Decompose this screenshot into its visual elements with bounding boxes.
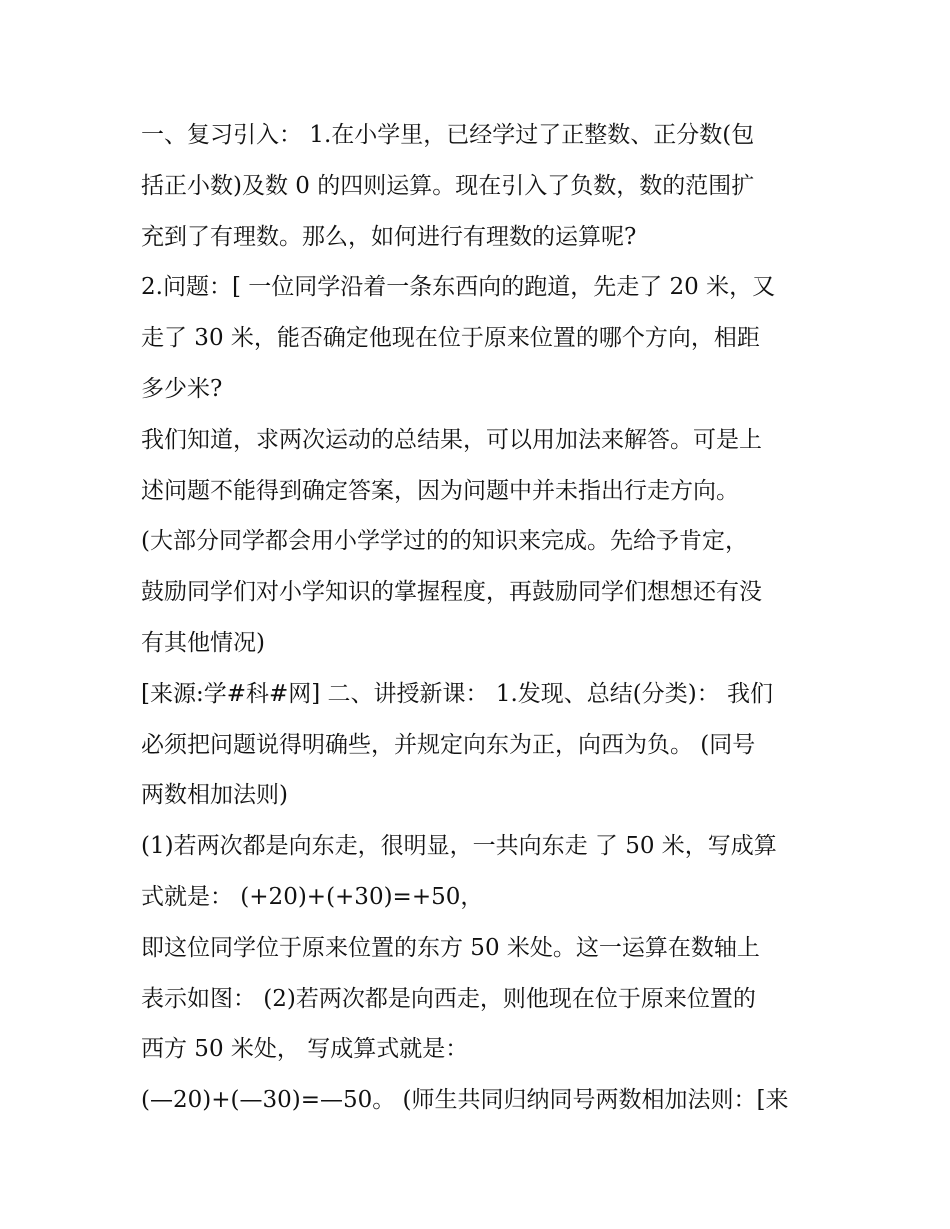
text-line-19: 西方 50 米处， 写成算式就是： (141, 1036, 469, 1063)
text-line-14: 两数相加法则) (141, 782, 288, 809)
text-line-6: 多少米? (141, 375, 223, 402)
text-line-13: 必须把问题说得明确些，并规定向东为正，向西为负。 (同号 (141, 731, 756, 758)
text-line-5: 走了 30 米，能否确定他现在位于原来位置的哪个方向，相距 (141, 325, 760, 352)
text-line-20: (—20)+(—30)=—50。 (师生共同归纳同号两数相加法则：[来 (141, 1087, 789, 1114)
text-line-8: 述问题不能得到确定答案，因为问题中并未指出行走方向。 (141, 477, 739, 504)
text-line-9: (大部分同学都会用小学学过的的知识来完成。先给予肯定， (141, 528, 748, 555)
text-line-4: 2.问题：[ 一位同学沿着一条东西向的跑道，先走了 20 米，又 (141, 274, 776, 301)
text-line-15: (1)若两次都是向东走，很明显，一共向东走 了 50 米，写成算 (141, 833, 777, 860)
text-line-18: 表示如图： (2)若两次都是向西走，则他现在位于原来位置的 (141, 985, 756, 1012)
text-line-7: 我们知道，求两次运动的总结果，可以用加法来解答。可是上 (141, 426, 762, 453)
text-line-2: 括正小数)及数 0 的四则运算。现在引入了负数，数的范围扩 (141, 172, 755, 199)
text-line-3: 充到了有理数。那么，如何进行有理数的运算呢? (141, 223, 637, 250)
text-line-10: 鼓励同学们对小学知识的掌握程度，再鼓励同学们想想还有没 (141, 579, 762, 606)
text-line-1: 一、复习引入： 1.在小学里，已经学过了正整数、正分数(包 (141, 122, 755, 148)
text-line-12: [来源:学#科#网] 二、讲授新课： 1.发现、总结(分类)： 我们 (141, 680, 774, 707)
text-line-16: 式就是： (+20)+(+30)=+50， (141, 883, 484, 910)
text-line-17: 即这位同学位于原来位置的东方 50 米处。这一运算在数轴上 (141, 934, 760, 961)
document-body (141, 110, 821, 1126)
text-line-11: 有其他情况) (141, 629, 265, 656)
